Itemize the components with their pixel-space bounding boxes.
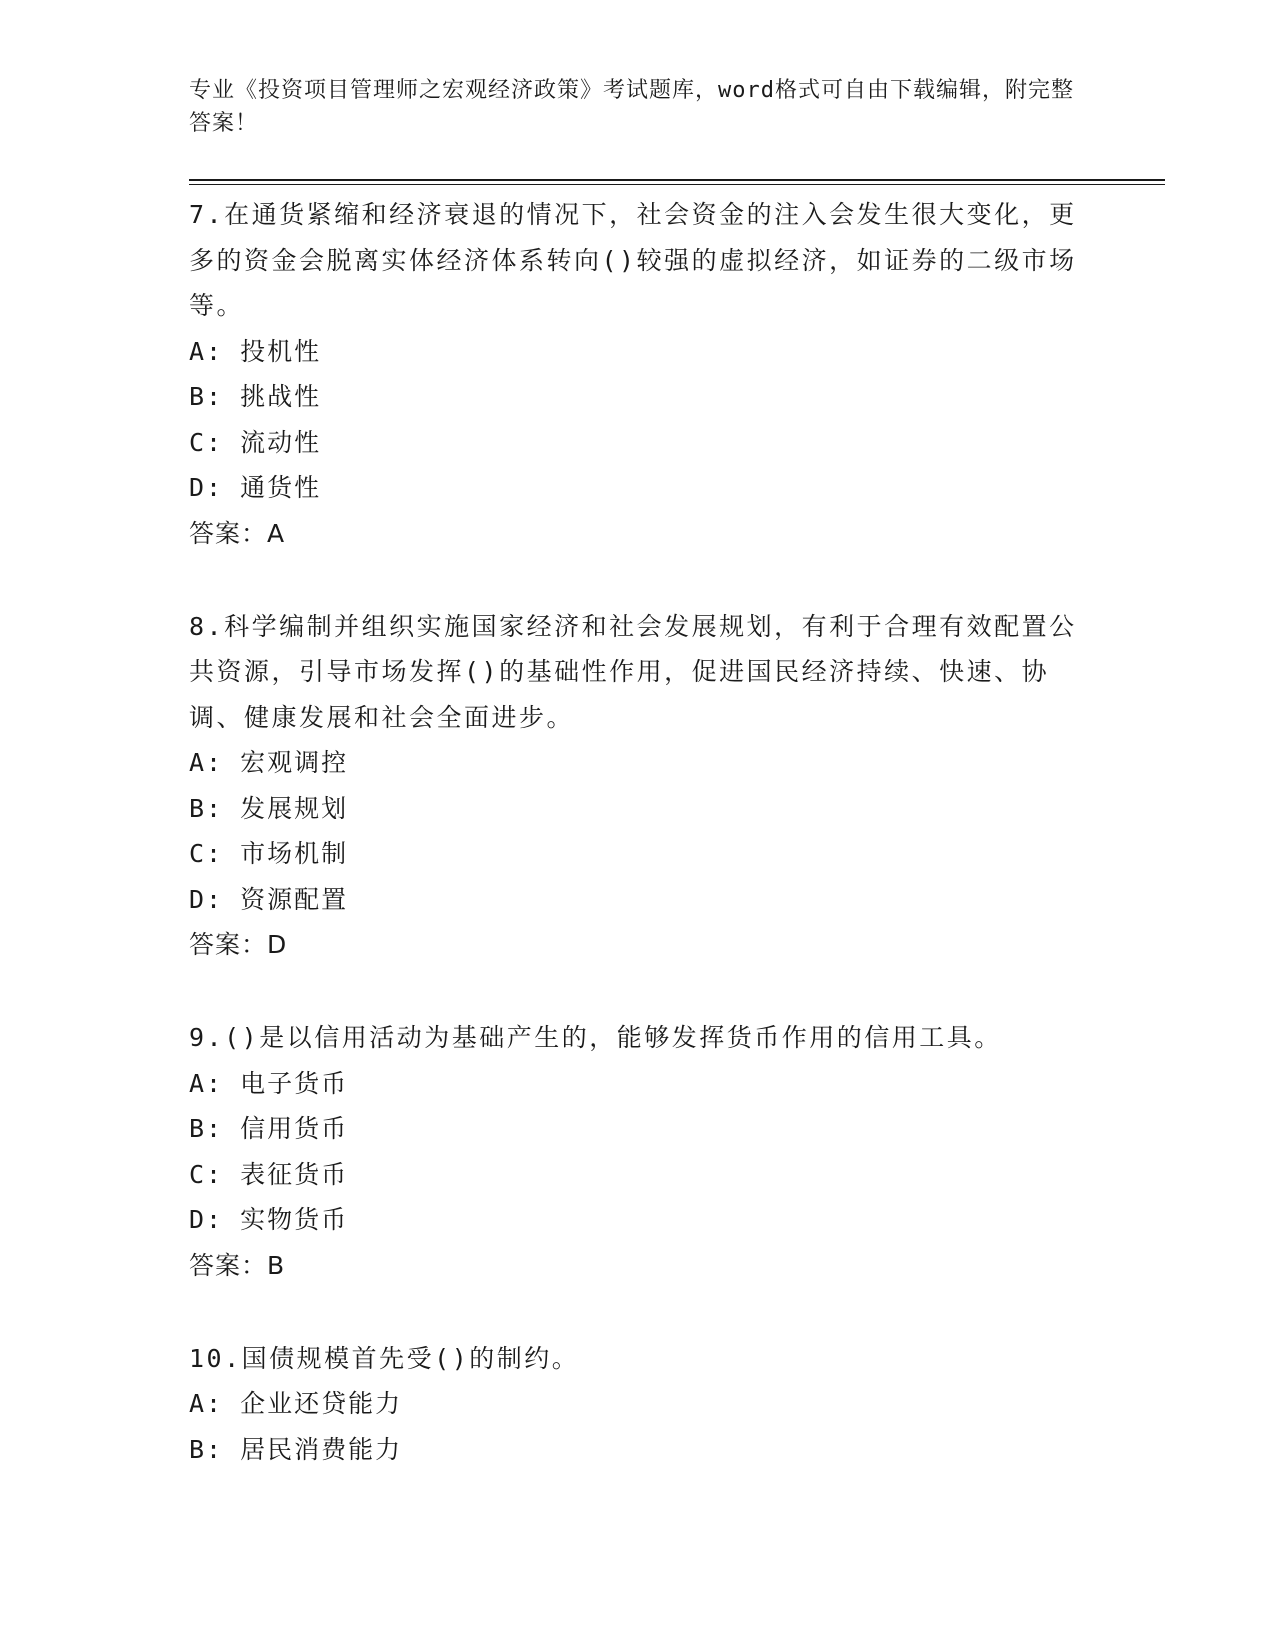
option-b: B: 挑战性 <box>189 382 322 411</box>
answer-label: 答案：A <box>189 518 286 548</box>
option-c: C: 流动性 <box>189 427 322 457</box>
answer-label: 答案：D <box>189 930 288 959</box>
option-c: C: 表征货币 <box>189 1159 349 1189</box>
question-10 <box>189 1336 1089 1473</box>
question-stem: 10.国债规模首先受()的制约。 <box>189 1343 580 1373</box>
option-b: B: 信用货币 <box>189 1114 349 1143</box>
header-divider-top <box>189 179 1165 181</box>
option-d: D: 通货性 <box>189 473 322 502</box>
header-divider-bottom <box>189 184 1165 185</box>
answer-label: 答案：B <box>189 1250 286 1280</box>
document-intro: 专业《投资项目管理师之宏观经济政策》考试题库，word格式可自由下载编辑，附完整答案！ <box>189 78 1074 136</box>
question-9 <box>189 1015 1089 1289</box>
option-b: B: 发展规划 <box>189 793 349 823</box>
option-d: D: 实物货币 <box>189 1205 349 1234</box>
option-a: A: 宏观调控 <box>189 748 349 777</box>
option-a: A: 电子货币 <box>189 1068 349 1098</box>
option-a: A: 投机性 <box>189 336 322 366</box>
question-7 <box>189 192 1089 557</box>
option-a: A: 企业还贷能力 <box>189 1389 403 1418</box>
question-stem: 8.科学编制并组织实施国家经济和社会发展规划，有利于合理有效配置公共资源，引导市场发挥()的基础性作用，促进国民经济持续、快速、协调、健康发展和社会全面进步。 <box>189 611 1077 732</box>
question-stem: 7.在通货紧缩和经济衰退的情况下，社会资金的注入会发生很大变化，更多的资金会脱离实体经济体系转向()较强的虚拟经济，如证券的二级市场等。 <box>189 200 1077 320</box>
question-stem: 9.()是以信用活动为基础产生的，能够发挥货币作用的信用工具。 <box>189 1023 1002 1052</box>
option-c: C: 市场机制 <box>189 839 349 868</box>
question-list <box>189 192 1089 1519</box>
option-d: D: 资源配置 <box>189 884 349 914</box>
question-8 <box>189 604 1089 969</box>
option-b: B: 居民消费能力 <box>189 1434 403 1464</box>
